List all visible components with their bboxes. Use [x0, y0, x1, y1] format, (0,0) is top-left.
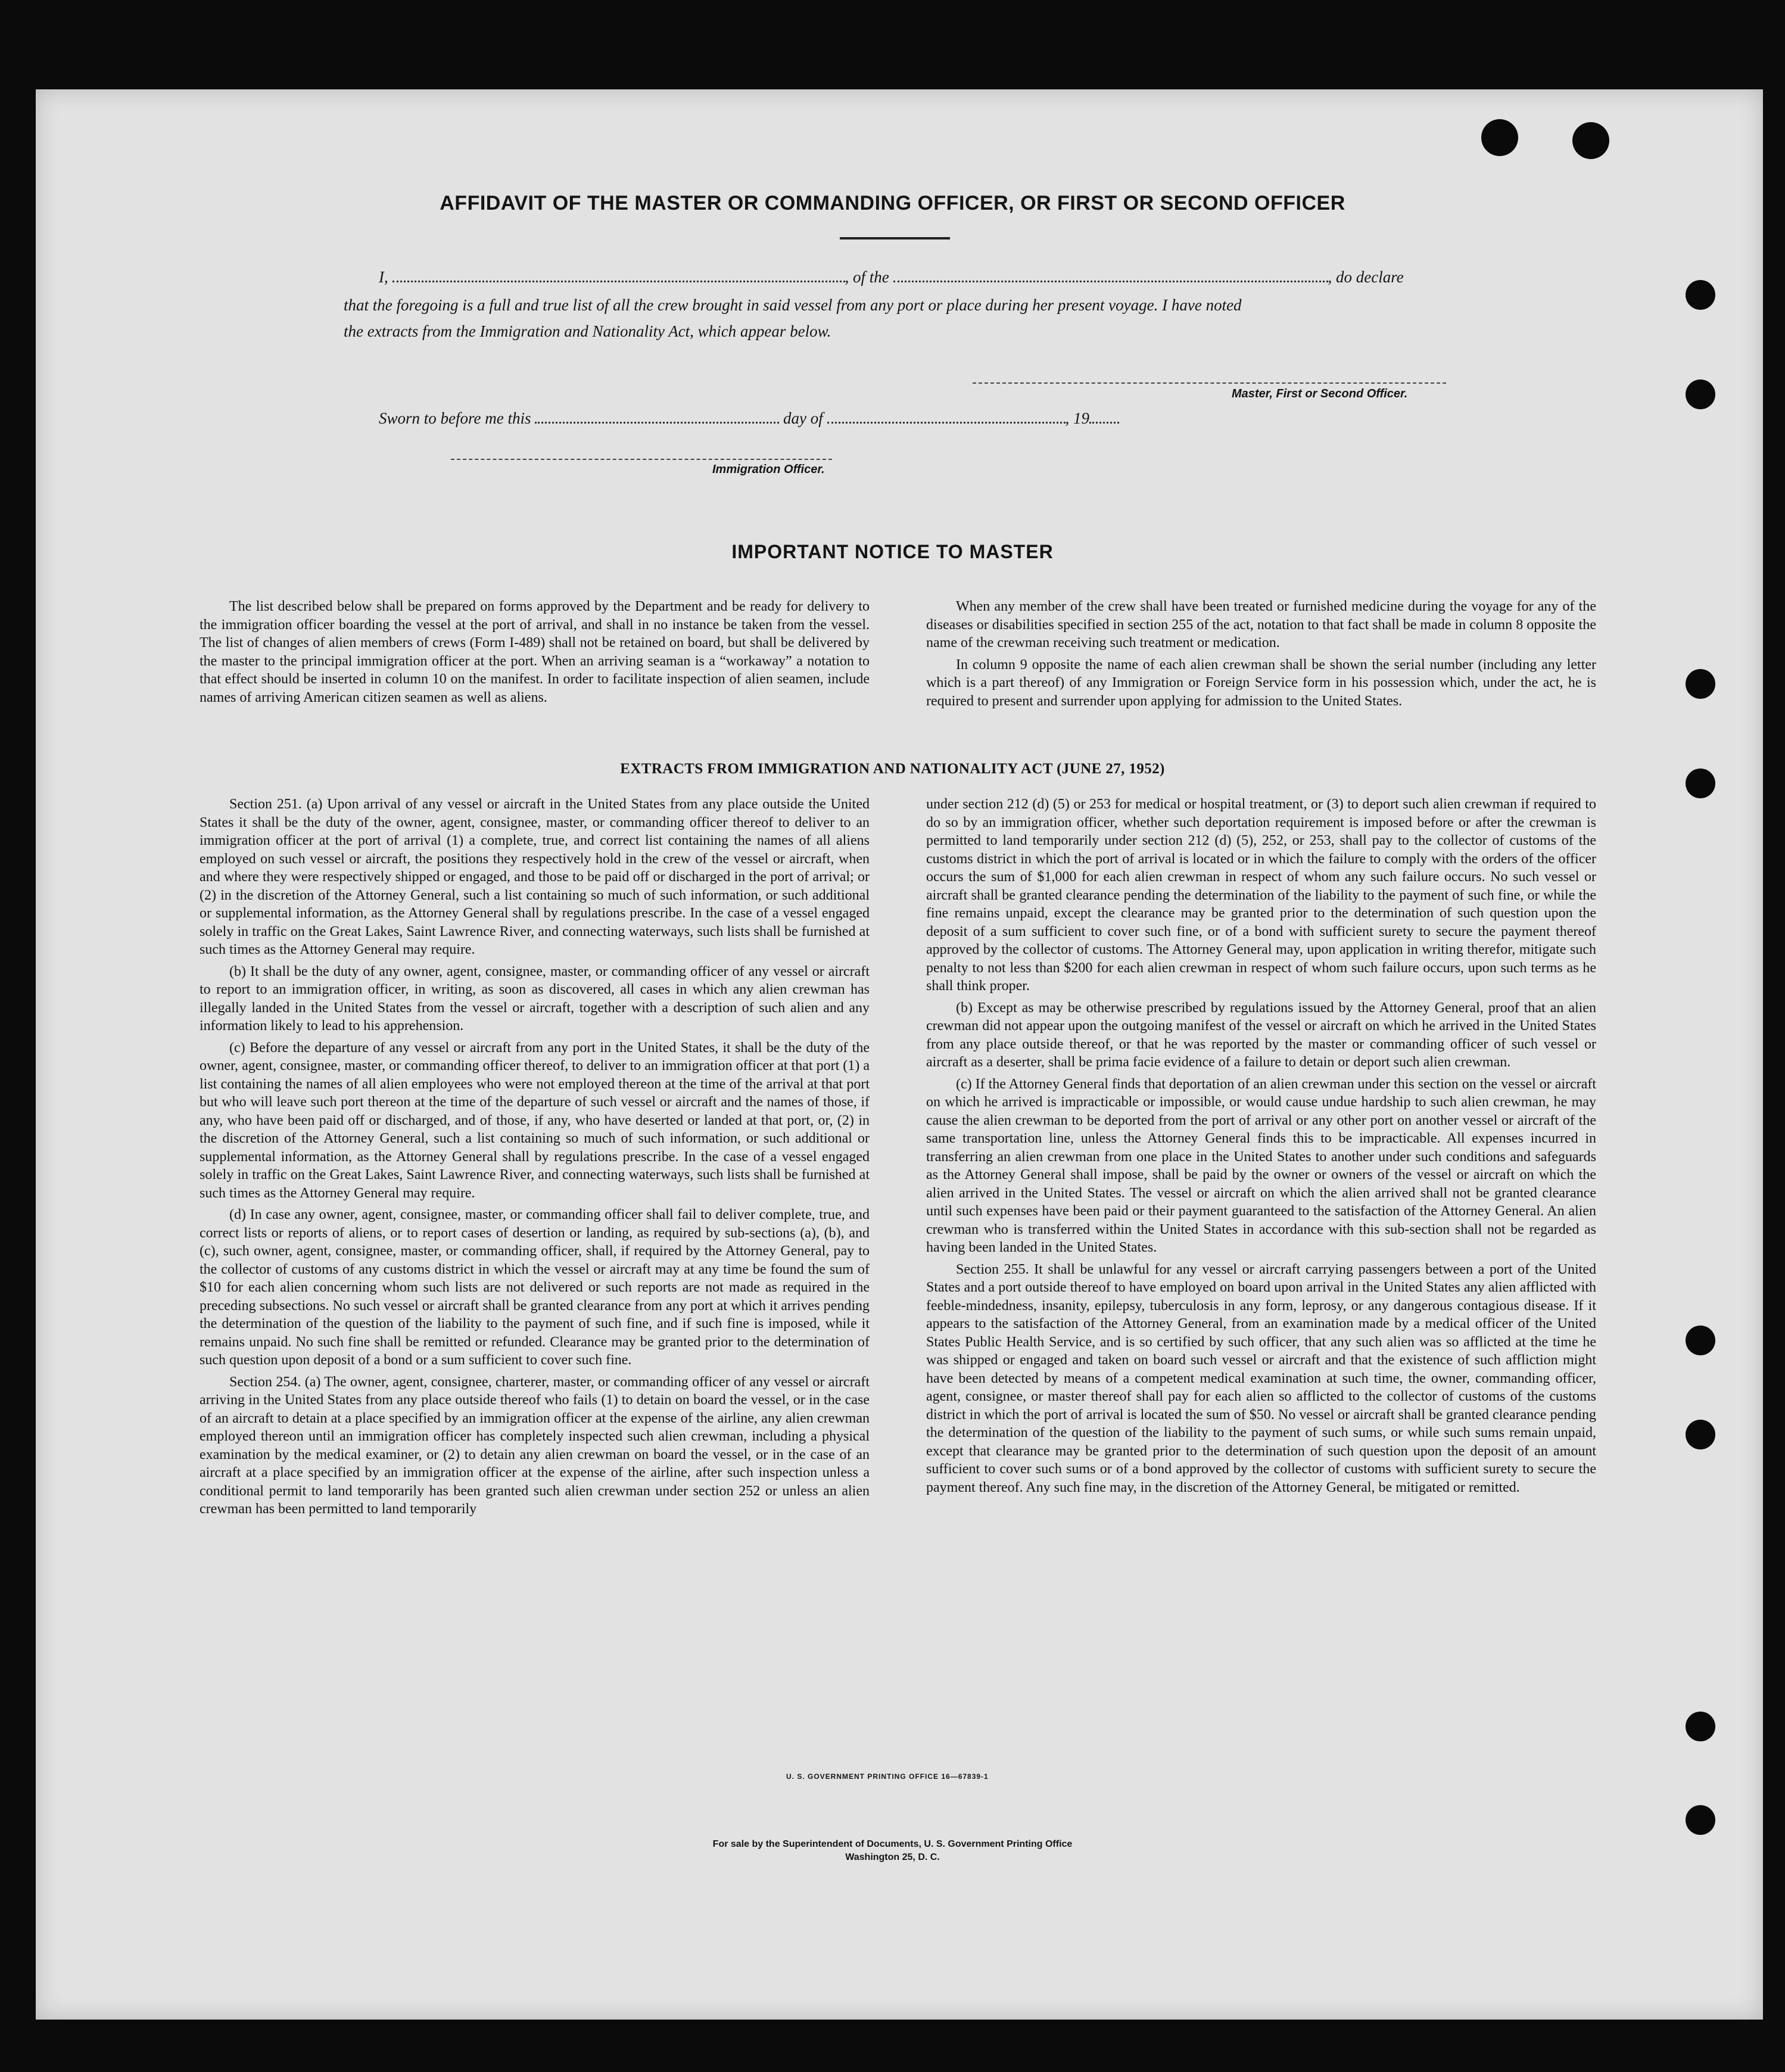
notice-left-paragraph: The list described below shall be prepared on forms approved by the Department and be ready for delivery to the immigration officer boarding the vessel at the port of arrival, and shall in no instance be taken from the vessel. The list of changes of alien members of crews (Form I-489) shall not be retained on board, but shall be delivered by the master to the principal immigration officer at the port. When an arriving seaman is a “workaway” a notation to that effect should be inserted in column 10 on the manifest. In order to facilitate inspection of alien seamen, include names of arriving American citizen seamen as well as aliens.	[200, 599, 870, 705]
sworn-year-field[interactable]	[1089, 418, 1119, 424]
notice-right-column	[926, 598, 1596, 714]
section-255: Section 255. It shall be unlawful for any vessel or aircraft carrying passengers between a port of the United States and a port outside thereof to have employed on board upon arrival in the United States any alien afflicted with feeble-mindedness, insanity, epilepsy, tuberculosis in any form, leprosy, or any dangerous contagious disease. If it appears to the satisfaction of the Attorney General, from an examination made by a medical officer of the United States Public Health Service, and is so certified by such officer, that any such alien was so afflicted at the time he was shipped or engaged and taken on board such vessel or aircraft and that the existence of such affliction might have been detected by means of a competent medical examination at such time, the owner, commanding officer, agent, consignee, or master thereof shall pay for each alien so afflicted to the collector of customs of the customs district in which the port of arrival is located the sum of $50. No vessel or aircraft shall be granted clearance pending the determination of the question of the liability to the payment of such sums, or while such sums remain unpaid, except that clearance may be granted prior to the determination of such question upon the deposit of an amount sufficient to cover such sums or of a bond approved by the collector of customs with sufficient surety to secure the payment thereof. Any such fine may, in the discretion of the Attorney General, be mitigated or remitted.	[926, 1261, 1596, 1495]
gpo-imprint: U. S. GOVERNMENT PRINTING OFFICE 16—67839-1	[786, 1772, 989, 1781]
sale-notice	[0, 1838, 1785, 1864]
declaration-text-line-3: the extracts from the Immigration and Nationality Act, which appear below.	[344, 322, 831, 340]
vessel-name-field[interactable]	[893, 277, 1328, 282]
declarant-name-field[interactable]	[392, 277, 845, 282]
section-254-a: Section 254. (a) The owner, agent, consignee, charterer, master, or commanding officer of any vessel or aircraft arriving in the United States from any place outside thereof who fails (1) to detain on board the vessel, or in the case of an aircraft to detain at a place specified by an immigration officer at the expense of the airline, any alien crewman employed thereon until an immigration officer has completely inspected such alien crewman, including a physical examination by the medical examiner, or (2) to detain any alien crewman on board the vessel, or in the case of an aircraft at a place specified by an immigration officer at the expense of the airline, after such inspection unless a conditional permit to land temporarily has been granted such alien crewman under section 252 or unless an alien crewman has been permitted to land temporarily	[200, 1374, 870, 1517]
notice-right-paragraph-2: In column 9 opposite the name of each alien crewman shall be shown the serial number (including any letter which is a part thereof) of any Immigration or Foreign Service form in his possession which, under the act, he is required to present and surrender upon applying for admission to the United States.	[926, 657, 1596, 709]
do-declare-label: , do declare	[1328, 268, 1404, 286]
immigration-officer-caption: Immigration Officer.	[712, 463, 825, 476]
immigration-officer-signature-line[interactable]	[451, 459, 832, 460]
punch-hole	[1686, 1420, 1715, 1449]
sale-notice-line-1: For sale by the Superintendent of Documents, U. S. Government Printing Office	[712, 1839, 1073, 1849]
year-label: , 19	[1065, 409, 1089, 427]
extracts-left-column	[200, 795, 870, 1522]
punch-hole	[1686, 1805, 1715, 1835]
affidavit-title: AFFIDAVIT OF THE MASTER OR COMMANDING OFFICER, OR FIRST OR SECOND OFFICER	[440, 192, 1345, 214]
master-signature-caption: Master, First or Second Officer.	[1232, 387, 1408, 400]
sworn-day-field[interactable]	[535, 418, 779, 424]
bleed-through-text	[119, 71, 1620, 203]
of-the-label: , of the	[845, 268, 889, 286]
section-254-a-continued: under section 212 (d) (5) or 253 for medical or hospital treatment, or (3) to deport such alien crewman if required to do so by an immigration officer, whether such deportation requirement is imposed before or after the crewman is permitted to land temporarily under section 212 (d) (5), 252, or 253, shall pay to the collector of customs of the customs district in which the port of arrival is located or in which the failure to comply with the orders of the officer occurs the sum of $1,000 for each alien crewman in respect of whom any such failure occurs. No such vessel or aircraft shall be granted clearance pending the determination of the liability to the payment of such fine, or while the fine remains unpaid, except the clearance may be granted prior to the determination of such question upon the deposit of a sum sufficient to cover such fine, or of a bond with sufficient surety to secure the payment thereof approved by the collector of customs. The Attorney General may, upon application in writing therefor, mitigate such penalty to not less than $200 for each alien crewman in respect of whom such failure occurs, upon such terms as he shall think proper.	[926, 797, 1596, 994]
punch-hole	[1686, 669, 1715, 699]
sworn-label: Sworn to before me this	[379, 409, 531, 427]
punch-hole	[1686, 1712, 1715, 1741]
sworn-month-field[interactable]	[827, 418, 1066, 424]
declarant-label: I,	[379, 268, 388, 286]
section-251-a: Section 251. (a) Upon arrival of any vessel or aircraft in the United States from any place outside the United States it shall be the duty of the owner, agent, consignee, master, or commanding officer thereof to deliver to an immigration officer at the port of arrival (1) a complete, true, and correct list containing the names of all aliens employed on such vessel or aircraft, the positions they respectively hold in the crew of the vessel or aircraft, when and where they were respectively shipped or engaged, and those to be paid off or discharged in the port of arrival; or (2) in the discretion of the Attorney General, such a list containing so much of such information, or such additional or supplemental information, as the Attorney General shall by regulations prescribe. In the case of a vessel engaged solely in traffic on the Great Lakes, Saint Lawrence River, and connecting waterways, such lists shall be furnished at such times as the Attorney General may require.	[200, 797, 870, 957]
sworn-line	[379, 409, 1119, 428]
section-251-c: (c) Before the departure of any vessel or aircraft from any port in the United States, it shall be the duty of the owner, agent, consignee, master, or commanding officer thereof, to deliver to an immigration officer at that port (1) a list containing the names of all alien employees who were not employed thereon at the time of the arrival at that port but who will leave such port thereon at the time of the departure of such vessel or aircraft and the names of those, if any, who have been paid off or discharged, and of those, if any, who have deserted or landed at that port, or, (2) in the discretion of the Attorney General, such a list containing so much of such information, or such additional or supplemental information, as the Attorney General shall by regulations prescribe. In the case of a vessel engaged solely in traffic on the Great Lakes, Saint Lawrence River, and connecting waterways, such lists shall be furnished at such times as the Attorney General may require.	[200, 1040, 870, 1201]
extracts-heading: EXTRACTS FROM IMMIGRATION AND NATIONALITY ACT (JUNE 27, 1952)	[620, 761, 1165, 777]
notice-heading: IMPORTANT NOTICE TO MASTER	[731, 541, 1054, 562]
punch-hole	[1686, 1326, 1715, 1355]
notice-left-column	[200, 598, 870, 710]
punch-hole	[1686, 280, 1715, 310]
sale-notice-line-2: Washington 25, D. C.	[845, 1852, 940, 1862]
punch-hole	[1686, 379, 1715, 409]
declaration-line	[379, 268, 1404, 287]
section-251-d: (d) In case any owner, agent, consignee, master, or commanding officer shall fail to deliver complete, true, and correct lists or reports of aliens, or to report cases of desertion or landing, as required by sub-sections (a), (b), and (c), such owner, agent, consignee, master, or commanding officer, shall, if required by the Attorney General, pay to the collector of customs of any customs district in which the vessel or aircraft may at any time be found the sum of $10 for each alien concerning whom such lists are not delivered or such reports are not made as required in the preceding subsections. No such vessel or aircraft shall be granted clearance from any port at which it arrives pending the determination of the question of the liability to the payment of such fine, and if such fine is imposed, while it remains unpaid. No such fine shall be remitted or refunded. Clearance may be granted prior to the determination of such question upon deposit of a bond or a sum sufficient to cover such fine.	[200, 1207, 870, 1368]
notice-right-paragraph-1: When any member of the crew shall have been treated or furnished medicine during the voyage for any of the diseases or disabilities specified in section 255 of the act, notation to that fact shall be made in column 8 opposite the name of the crewman receiving such treatment or medication.	[926, 599, 1596, 651]
section-254-c: (c) If the Attorney General finds that deportation of an alien crewman under this section on the vessel or aircraft on which he arrived is impracticable or impossible, or would cause undue hardship to such alien crewman, he may cause the alien crewman to be deported from the port of arrival or any other port on another vessel or aircraft of the same transportation line, unless the Attorney General finds this to be impracticable. All expenses incurred in transferring an alien crewman from one place in the United States to another under such conditions and safeguards as the Attorney General shall impose, shall be paid by the owner or owners of the vessel or aircraft on which the alien arrived in the United States. The vessel or aircraft on which the alien arrived shall not be granted clearance until such expenses have been paid or their payment guaranteed to the satisfaction of the Attorney General. An alien crewman who is transferred within the United States in accordance with this sub-section shall not be regarded as having been landed in the United States.	[926, 1076, 1596, 1255]
section-254-b: (b) Except as may be otherwise prescribed by regulations issued by the Attorney General, proof that an alien crewman did not appear upon the outgoing manifest of the vessel or aircraft on which he arrived in the United States from any place outside thereof, or that he was reported by the master or commanding officer of such vessel or aircraft as a deserter, shall be prima facie evidence of a failure to detain or deport such alien crewman.	[926, 1000, 1596, 1070]
declaration-text-line-2: that the foregoing is a full and true list of all the crew brought in said vessel from any port or place during her present voyage. I have noted	[344, 296, 1242, 314]
title-divider	[840, 237, 950, 239]
master-signature-line[interactable]	[973, 382, 1446, 384]
extracts-right-column	[926, 795, 1596, 1500]
punch-hole	[1572, 122, 1609, 159]
section-251-b: (b) It shall be the duty of any owner, agent, consignee, master, or commanding officer of any vessel or aircraft to report to an immigration officer, in writing, as soon as discovered, all cases in which any alien crewman has illegally landed in the United States from the vessel or aircraft, together with a description of such alien and any information likely to lead to his apprehension.	[200, 963, 870, 1034]
punch-hole	[1481, 119, 1518, 156]
day-of-label: day of	[783, 409, 823, 427]
